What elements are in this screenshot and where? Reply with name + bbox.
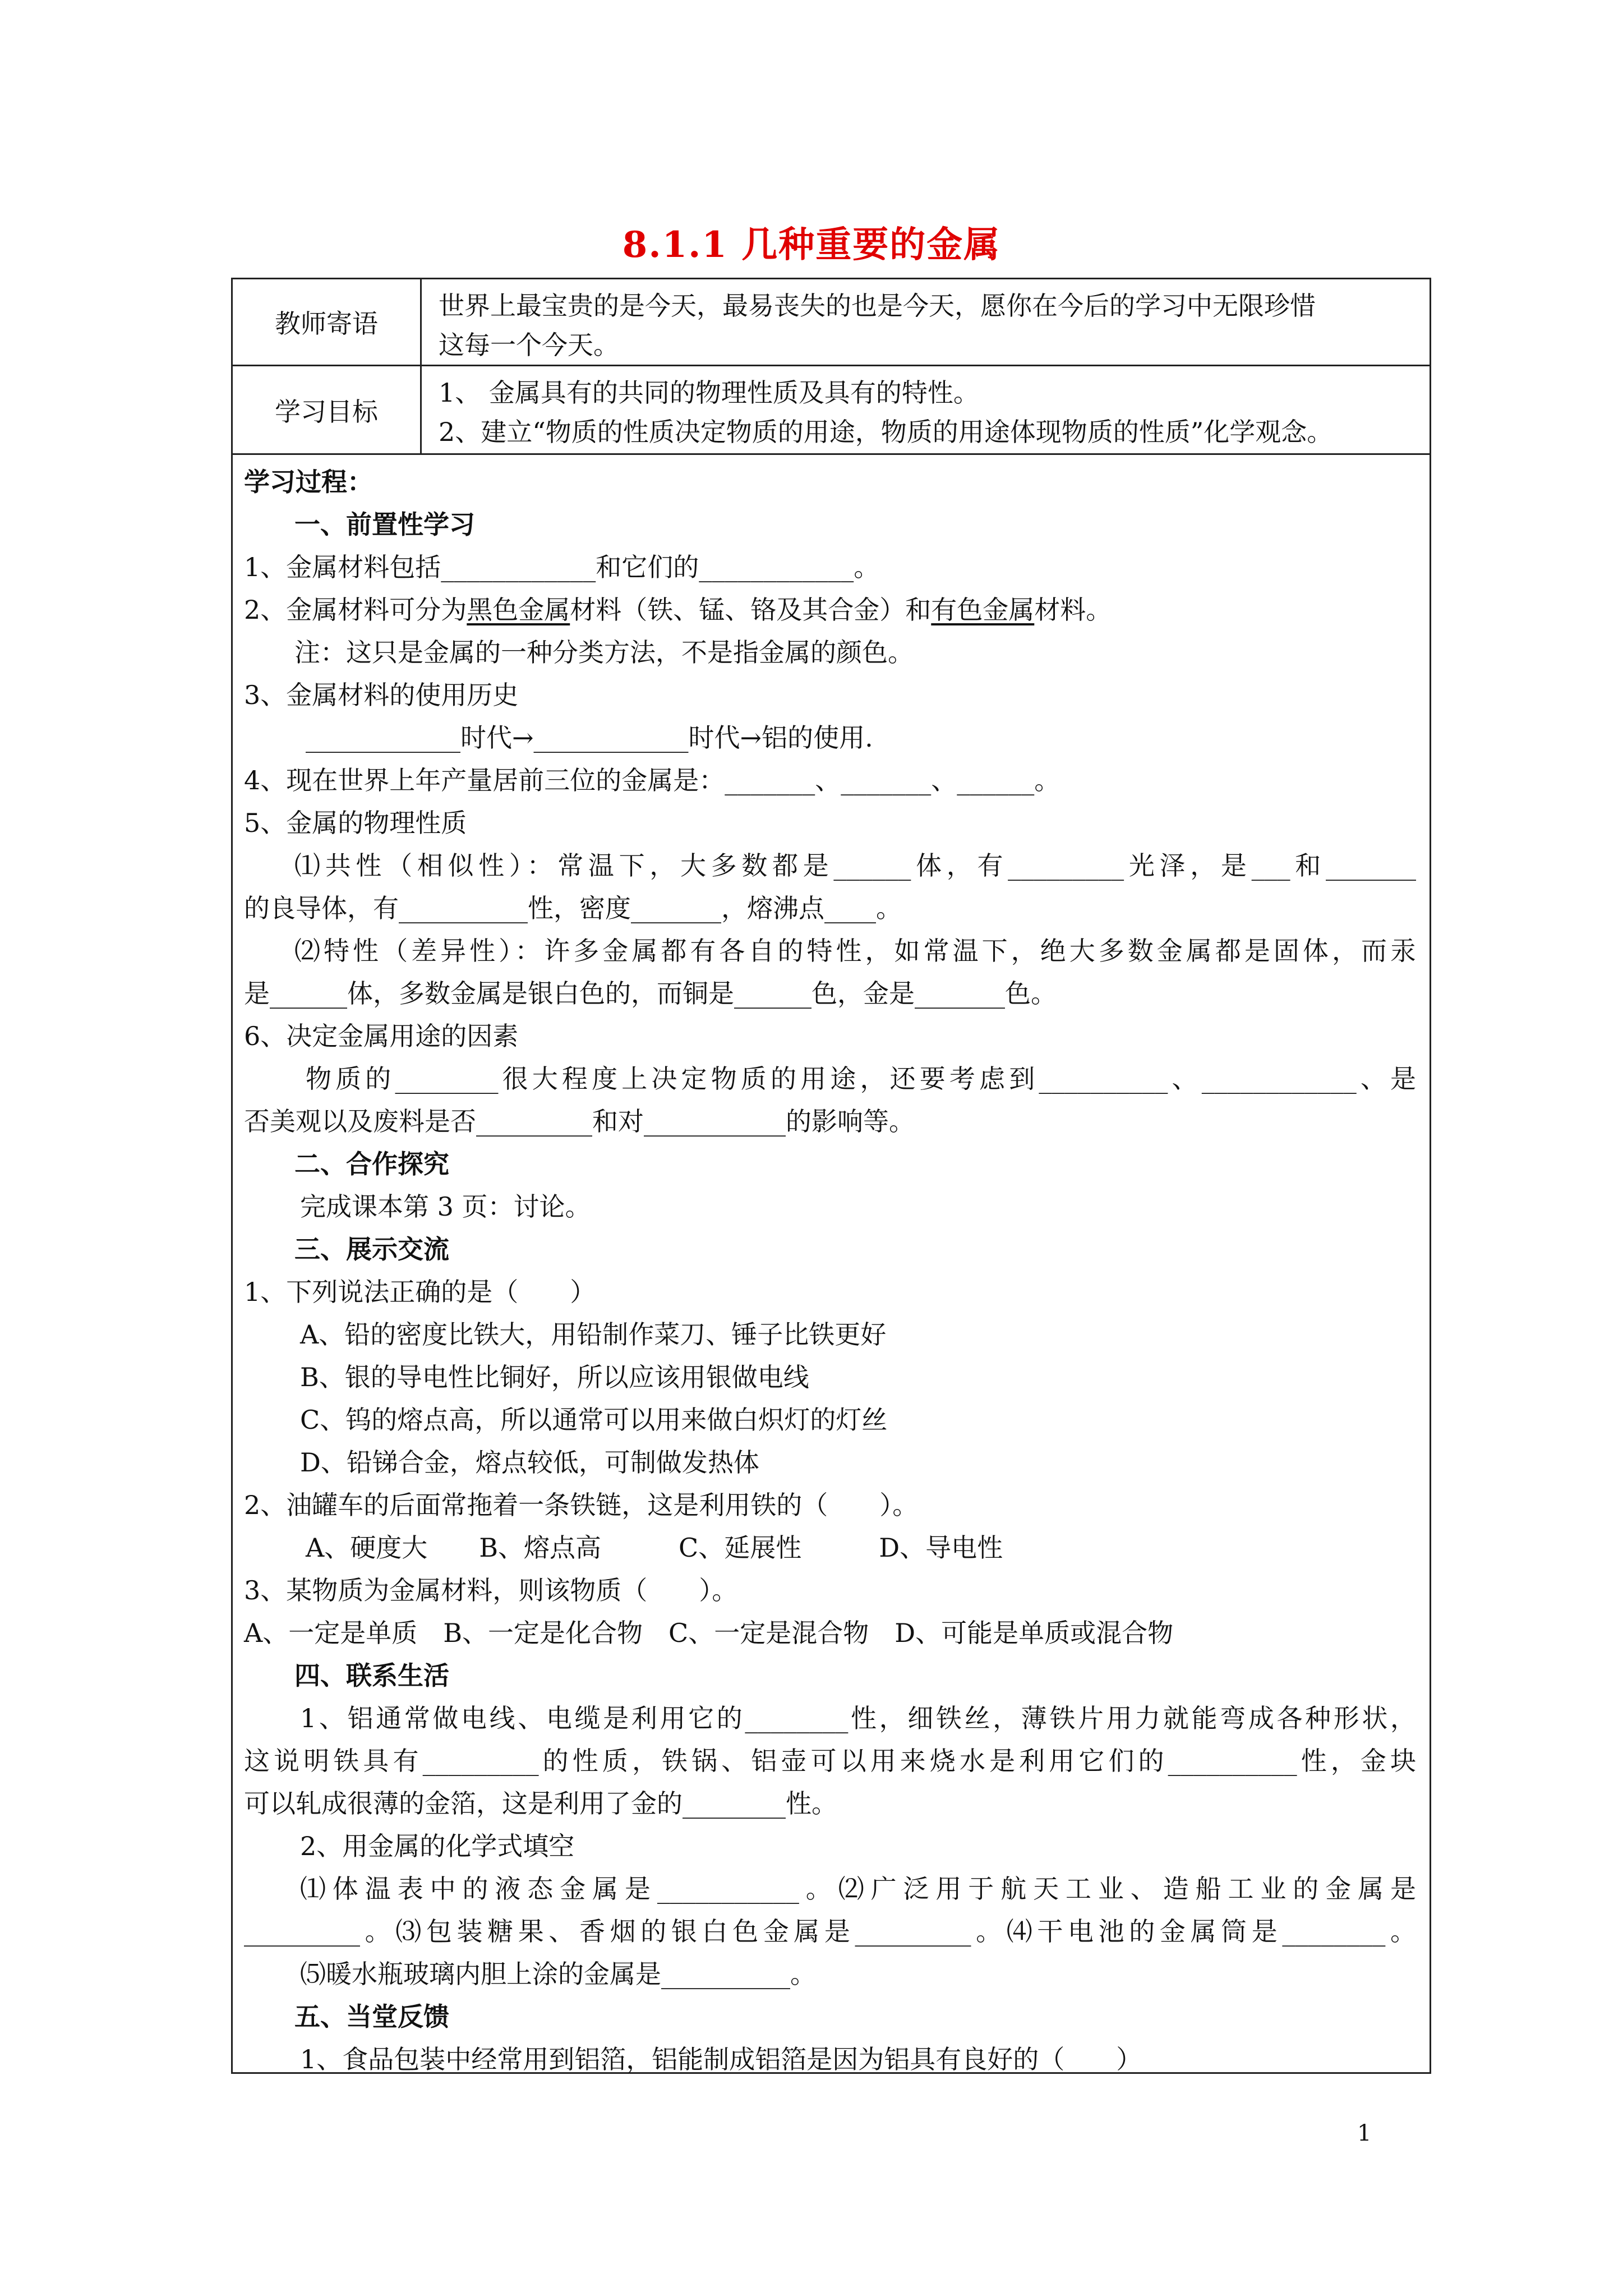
question-line: 是______体，多数金属是银白色的，而铜是______色，金是_______色。: [244, 978, 1057, 1009]
question-line: 否美观以及废料是否_________和对___________的影响等。: [244, 1106, 915, 1137]
question-line: 可以轧成很薄的金箔，这是利用了金的________性。: [244, 1788, 837, 1819]
question: 1、食品包装中经常用到铝箔，铝能制成铝箔是因为铝具有良好的（ ）: [300, 2044, 1142, 2074]
question-line: 物质的________很大程度上决定物质的用途，还要考虑到__________、____________、是: [306, 1064, 1416, 1094]
question-text: 材料（铁、锰、铬及其合金）和: [570, 595, 932, 625]
question: 1、下列说法正确的是（ ）: [244, 1277, 596, 1307]
question: 2、油罐车的后面常拖着一条铁链，这是利用铁的（ ）。: [244, 1490, 919, 1520]
question-line: 1、铝通常做电线、电缆是利用它的________性，细铁丝，薄铁片用力就能弯成各种形状，: [300, 1703, 1416, 1733]
note: 注：这只是金属的一种分类方法，不是指金属的颜色。: [294, 637, 914, 668]
teacher-message-content: [422, 279, 1430, 365]
teacher-message-row: [233, 279, 1430, 366]
question: 6、决定金属用途的因素: [244, 1021, 519, 1051]
worksheet-table: [231, 278, 1431, 2074]
option: B、银的导电性比铜好，所以应该用银做电线: [300, 1362, 809, 1392]
page-title: 8.1.1 几种重要的金属: [622, 224, 1001, 266]
learning-goals-content: [422, 366, 1430, 453]
section-heading: 三、展示交流: [294, 1234, 449, 1264]
question-line: 这说明铁具有_________的性质，铁锅、铝壶可以用来烧水是利用它们的__________性，金块: [244, 1746, 1416, 1776]
section-heading: 一、前置性学习: [294, 509, 475, 540]
options-row: A、一定是单质 B、一定是化合物 C、一定是混合物 D、可能是单质或混合物: [244, 1618, 1174, 1648]
page-number: 1: [1357, 2120, 1372, 2146]
section-heading: 四、联系生活: [294, 1660, 449, 1691]
question-line: ⑴体温表中的液态金属是___________。⑵广泛用于航天工业、造船工业的金属是: [300, 1874, 1416, 1904]
option: A、铅的密度比铁大，用铅制作菜刀、锤子比铁更好: [300, 1319, 887, 1350]
question: 3、某物质为金属材料，则该物质（ ）。: [244, 1575, 738, 1605]
question: 2、用金属的化学式填空: [300, 1831, 575, 1861]
question: 1、金属材料包括____________和它们的____________。: [244, 552, 880, 582]
question-fill-line: ____________时代→____________时代→铝的使用.: [306, 723, 873, 753]
section-heading: 二、合作探究: [294, 1149, 449, 1179]
question-line: ⑵特性（差异性）：许多金属都有各自的特性，如常温下，绝大多数金属都是固体，而汞: [294, 936, 1416, 966]
teacher-message-line: 这每一个今天。: [439, 330, 619, 360]
teacher-message-label: 教师寄语: [233, 279, 422, 365]
question-line: 的良导体，有__________性，密度_______，熔沸点____。: [244, 893, 902, 923]
learning-goal-item: 2、建立“物质的性质决定物质的用途，物质的用途体现物质的性质”化学观念。: [439, 417, 1333, 447]
learning-process: [233, 455, 1430, 2072]
process-heading: 学习过程：: [244, 467, 373, 497]
option: D、铅锑合金，熔点较低，可制做发热体: [300, 1447, 759, 1478]
learning-goals-row: [233, 366, 1430, 455]
question-line: ⑸暖水瓶玻璃内胆上涂的金属是__________。: [300, 1959, 816, 1989]
section-heading: 五、当堂反馈: [294, 2001, 449, 2032]
teacher-message-line: 世界上最宝贵的是今天，最易丧失的也是今天，愿你在今后的学习中无限珍惜: [439, 291, 1316, 321]
question-line: _________。⑶包装糖果、香烟的银白色金属是_________。⑷干电池的金属筒是________。: [244, 1916, 1416, 1947]
learning-goal-item: 1、 金属具有的共同的物理性质及具有的特性。: [439, 378, 979, 408]
option: C、钨的熔点高，所以通常可以用来做白炽灯的灯丝: [300, 1405, 888, 1435]
question-text: 材料。: [1034, 595, 1112, 625]
question: 4、现在世界上年产量居前三位的金属是：_______、_______、______。: [244, 765, 1061, 795]
underlined-term: 黑色金属: [467, 595, 570, 625]
question: 5、金属的物理性质: [244, 808, 467, 838]
question: [244, 588, 1416, 631]
question-line: ⑴共性（相似性）：常温下，大多数都是______体，有_________光泽，是___和_______: [294, 850, 1416, 881]
question: 3、金属材料的使用历史: [244, 680, 519, 710]
section-text: 完成课本第 3 页：讨论。: [300, 1191, 591, 1222]
options-row: A、硬度大 B、熔点高 C、延展性 D、导电性: [306, 1533, 1003, 1563]
underlined-term: 有色金属: [931, 595, 1035, 625]
learning-goals-label: 学习目标: [233, 366, 422, 453]
question-text: 2、金属材料可分为: [244, 595, 467, 625]
